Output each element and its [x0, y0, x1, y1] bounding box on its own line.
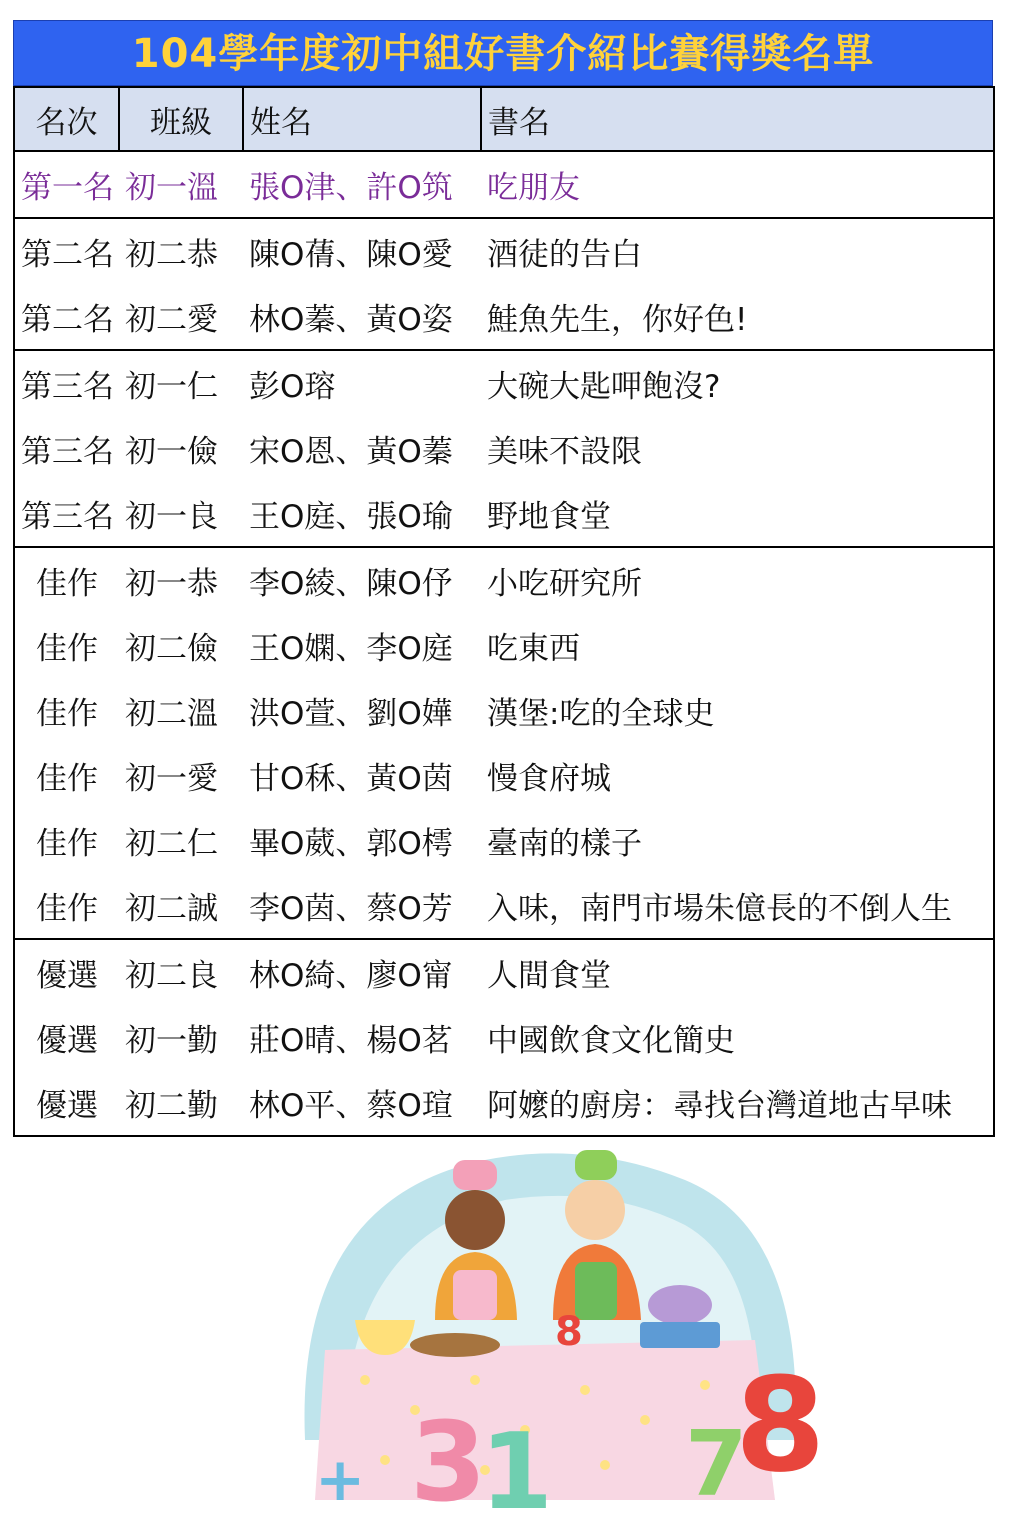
class-cell: 初一愛 [125, 761, 218, 797]
header-rank: 名次 [14, 87, 119, 151]
table-row [14, 218, 994, 284]
book-cell: 入味，南門市場朱億長的不倒人生 [481, 873, 994, 939]
table-row [14, 1005, 994, 1070]
table-row [14, 481, 994, 547]
kids-cooking-illustration [285, 1140, 825, 1520]
rank-cell: 優選 [14, 1070, 119, 1136]
class-cell: 初二恭 [125, 237, 218, 273]
names-cell: 畢O葳、郭O樗 [249, 826, 453, 862]
names-cell: 莊O晴、楊O茗 [249, 1023, 453, 1059]
names-cell: 王O嫻、李O庭 [249, 631, 453, 667]
book-cell: 小吃研究所 [481, 547, 994, 613]
names-cell: 林O綺、廖O甯 [249, 958, 453, 994]
book-cell: 酒徒的告白 [481, 218, 994, 284]
rank-cell: 佳作 [14, 678, 119, 743]
rank-cell: 第三名 [14, 481, 119, 547]
book-cell: 大碗大匙呷飽沒? [481, 350, 994, 416]
book-cell: 阿嬤的廚房：尋找台灣道地古早味 [481, 1070, 994, 1136]
class-cell: 初一儉 [125, 434, 218, 470]
table-row [14, 547, 994, 613]
rank-cell: 第二名 [14, 284, 119, 350]
book-cell: 漢堡:吃的全球史 [481, 678, 994, 743]
book-cell: 鮭魚先生，你好色! [481, 284, 994, 350]
names-cell: 甘O秝、黃O茵 [249, 761, 453, 797]
class-cell: 初二勤 [119, 1070, 243, 1136]
plus-sign-decoration: + [315, 1445, 366, 1515]
table-row [14, 1070, 994, 1136]
class-cell: 初一良 [119, 481, 243, 547]
table-row [14, 808, 994, 873]
rank-cell: 第二名 [14, 218, 119, 284]
rank-cell: 佳作 [14, 613, 119, 678]
header-book: 書名 [481, 87, 994, 151]
book-cell: 吃東西 [481, 613, 994, 678]
award-table [13, 86, 995, 1137]
book-cell: 人間食堂 [481, 939, 994, 1005]
class-cell: 初一仁 [125, 369, 218, 405]
names-cell: 王O庭、張O瑜 [243, 481, 481, 547]
class-cell: 初二儉 [125, 631, 218, 667]
table-row [14, 350, 994, 416]
rank-cell: 佳作 [14, 743, 119, 808]
names-cell: 林O平、蔡O瑄 [243, 1070, 481, 1136]
class-cell: 初一勤 [125, 1023, 218, 1059]
number-1-decoration: 1 [480, 1411, 554, 1520]
table-row [14, 613, 994, 678]
rank-cell: 第三名 [14, 416, 119, 481]
names-cell: 洪O萱、劉O嬅 [249, 696, 453, 732]
table-row [14, 743, 994, 808]
names-cell: 李O茵、蔡O芳 [243, 873, 481, 939]
number-8-decoration: 8 [735, 1349, 825, 1501]
class-cell: 初二良 [125, 958, 218, 994]
class-cell: 初一恭 [125, 566, 218, 602]
boy-head [565, 1180, 625, 1240]
names-cell: 陳O蒨、陳O愛 [249, 237, 453, 273]
names-cell: 李O綾、陳O伃 [249, 566, 453, 602]
book-cell: 美味不設限 [481, 416, 994, 481]
names-cell: 林O蓁、黃O姿 [243, 284, 481, 350]
names-cell: 彭O瑢 [249, 369, 336, 405]
girl-apron [453, 1270, 497, 1320]
page-title: 104學年度初中組好書介紹比賽得獎名單 [13, 20, 993, 86]
rank-cell: 佳作 [14, 873, 119, 939]
header-class: 班級 [119, 87, 243, 151]
rank-cell: 第一名 [14, 151, 119, 218]
class-cell: 初二愛 [119, 284, 243, 350]
table-row [14, 151, 994, 218]
cutting-board [410, 1333, 500, 1357]
table-row [14, 873, 994, 939]
cooking-pot [648, 1285, 712, 1325]
girl-head [445, 1190, 505, 1250]
book-cell: 中國飲食文化簡史 [481, 1005, 994, 1070]
book-cell: 野地食堂 [481, 481, 994, 547]
book-cell: 慢食府城 [481, 743, 994, 808]
header-names: 姓名 [243, 87, 481, 151]
class-cell: 初二仁 [125, 826, 218, 862]
class-cell: 初一溫 [119, 151, 243, 218]
table-row [14, 678, 994, 743]
book-cell: 臺南的樣子 [481, 808, 994, 873]
class-cell: 初二溫 [125, 696, 218, 732]
rank-cell: 佳作 [14, 808, 119, 873]
book-cell: 吃朋友 [481, 151, 994, 218]
table-row [14, 416, 994, 481]
rank-cell: 佳作 [14, 547, 119, 613]
rank-cell: 優選 [14, 1005, 119, 1070]
boy-chef-hat [575, 1150, 617, 1180]
stove [640, 1322, 720, 1348]
table-header-row [14, 87, 994, 151]
table-row [14, 939, 994, 1005]
girl-chef-hat [453, 1160, 497, 1190]
names-cell: 宋O恩、黃O蓁 [249, 434, 453, 470]
rank-cell: 優選 [14, 939, 119, 1005]
class-cell: 初二誠 [119, 873, 243, 939]
rank-cell: 第三名 [14, 350, 119, 416]
number-3-decoration: 3 [410, 1398, 487, 1520]
names-cell: 張O津、許O筑 [243, 151, 481, 218]
table-row [14, 284, 994, 350]
number-7-decoration: 7 [685, 1412, 748, 1517]
award-list [13, 20, 993, 1137]
number-8-small-decoration: 8 [555, 1309, 583, 1355]
